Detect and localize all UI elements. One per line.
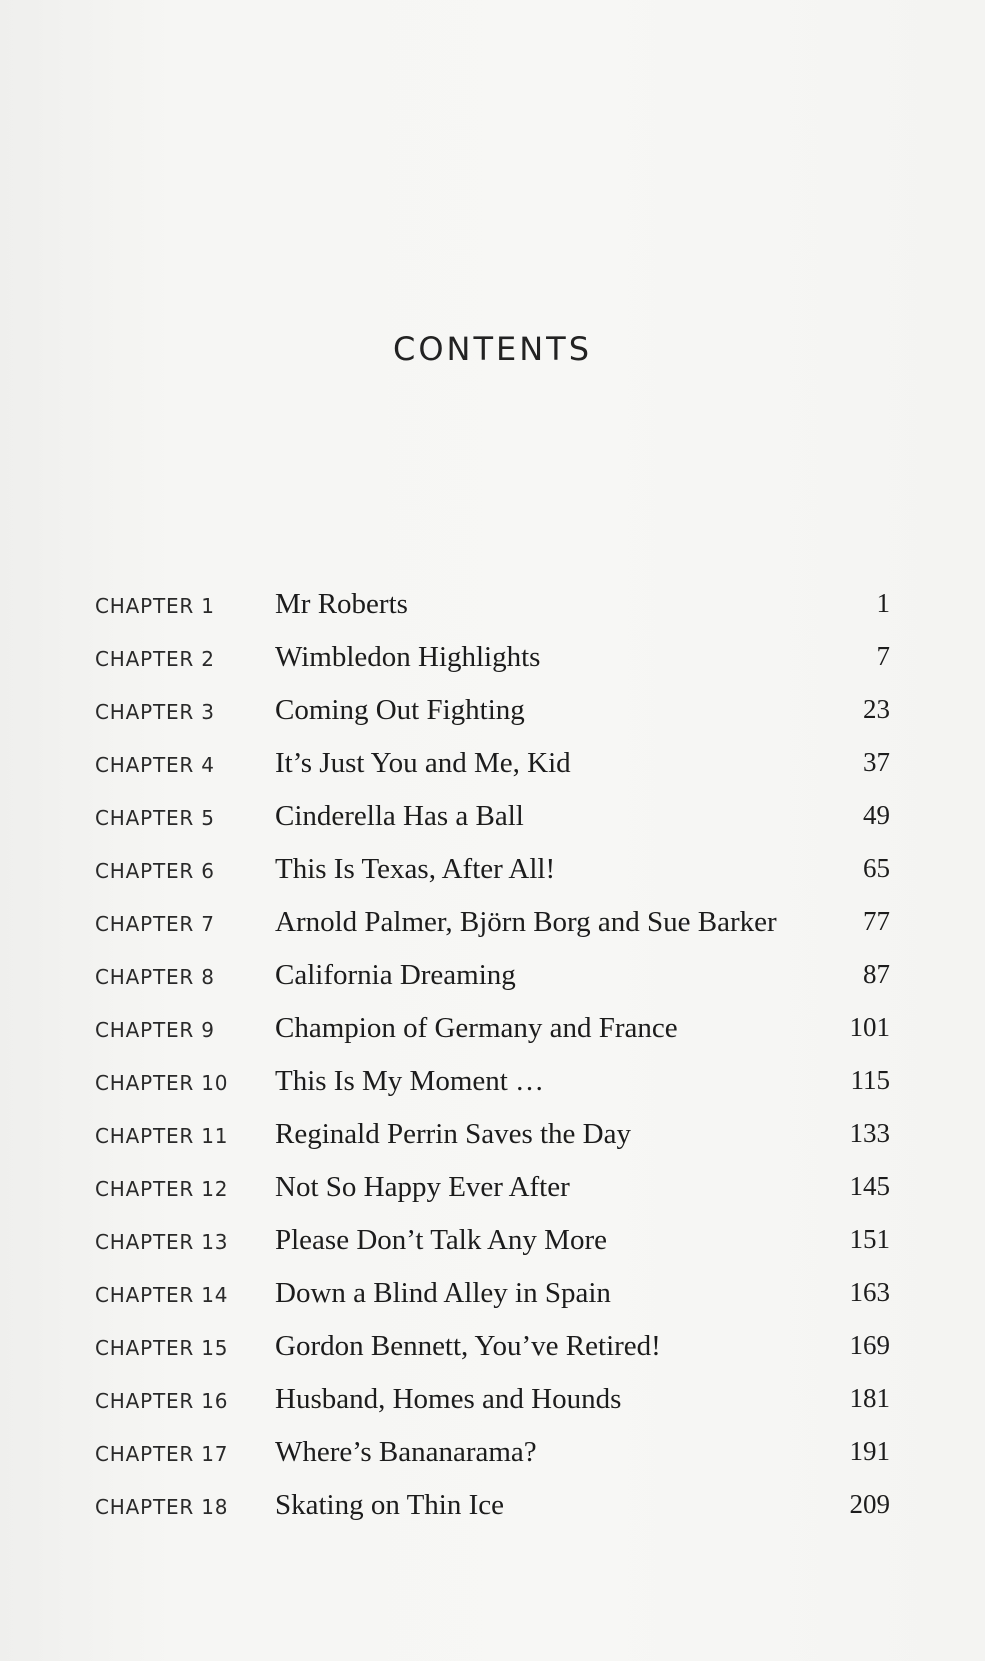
page-number: 23 [863, 694, 890, 724]
chapter-label: CHAPTER 3 [95, 700, 215, 724]
chapter-label: CHAPTER 5 [95, 806, 215, 830]
toc-row [95, 1489, 890, 1542]
chapter-title: Not So Happy Ever After [275, 1171, 570, 1203]
toc-row [95, 1118, 890, 1171]
chapter-label: CHAPTER 12 [95, 1177, 229, 1201]
toc-row [95, 1065, 890, 1118]
chapter-title: Cinderella Has a Ball [275, 800, 524, 832]
chapter-title: Husband, Homes and Hounds [275, 1383, 622, 1415]
page-number: 87 [863, 959, 890, 989]
chapter-label: CHAPTER 9 [95, 1018, 215, 1042]
page-number: 133 [849, 1118, 890, 1148]
page-number: 169 [849, 1330, 890, 1360]
chapter-title: Wimbledon Highlights [275, 641, 541, 673]
chapter-title: Coming Out Fighting [275, 694, 525, 726]
page-number: 37 [863, 747, 890, 777]
chapter-title: California Dreaming [275, 959, 516, 991]
toc-row [95, 1012, 890, 1065]
page-number: 77 [863, 906, 890, 936]
chapter-label: CHAPTER 6 [95, 859, 215, 883]
chapter-title: Down a Blind Alley in Spain [275, 1277, 611, 1309]
toc-row [95, 1171, 890, 1224]
chapter-title: Reginald Perrin Saves the Day [275, 1118, 631, 1150]
chapter-label: CHAPTER 1 [95, 594, 215, 618]
toc-row [95, 906, 890, 959]
page-title: CONTENTS [392, 330, 593, 368]
chapter-title: Mr Roberts [275, 588, 408, 620]
toc-row [95, 1277, 890, 1330]
chapter-title: This Is Texas, After All! [275, 853, 556, 885]
toc-row [95, 1436, 890, 1489]
toc-row [95, 1224, 890, 1277]
page-number: 163 [849, 1277, 890, 1307]
chapter-title: Gordon Bennett, You’ve Retired! [275, 1330, 661, 1362]
chapter-label: CHAPTER 7 [95, 912, 215, 936]
page-number: 1 [876, 588, 890, 618]
toc-row [95, 694, 890, 747]
toc-row [95, 800, 890, 853]
page-number: 7 [876, 641, 890, 671]
chapter-title: Skating on Thin Ice [275, 1489, 505, 1521]
chapter-title: Arnold Palmer, Björn Borg and Sue Barker [275, 906, 777, 938]
chapter-label: CHAPTER 11 [95, 1124, 229, 1148]
chapter-title: This Is My Moment … [275, 1065, 545, 1097]
chapter-label: CHAPTER 8 [95, 965, 215, 989]
chapter-title: Champion of Germany and France [275, 1012, 678, 1044]
chapter-label: CHAPTER 15 [95, 1336, 229, 1360]
chapter-label: CHAPTER 17 [95, 1442, 229, 1466]
page-number: 151 [849, 1224, 890, 1254]
page-number: 191 [849, 1436, 890, 1466]
toc-row [95, 1383, 890, 1436]
page-number: 181 [849, 1383, 890, 1413]
page-number: 49 [863, 800, 890, 830]
toc-row [95, 747, 890, 800]
chapter-title: It’s Just You and Me, Kid [275, 747, 571, 779]
chapter-label: CHAPTER 4 [95, 753, 215, 777]
page-number: 101 [849, 1012, 890, 1042]
table-of-contents [95, 588, 890, 1542]
toc-row [95, 1330, 890, 1383]
page-number: 209 [849, 1489, 890, 1519]
page-number: 145 [849, 1171, 890, 1201]
page-number: 115 [850, 1065, 890, 1095]
toc-row [95, 853, 890, 906]
toc-row [95, 588, 890, 641]
chapter-label: CHAPTER 18 [95, 1495, 229, 1519]
chapter-title: Please Don’t Talk Any More [275, 1224, 607, 1256]
chapter-label: CHAPTER 13 [95, 1230, 229, 1254]
page-number: 65 [863, 853, 890, 883]
chapter-label: CHAPTER 16 [95, 1389, 229, 1413]
chapter-label: CHAPTER 10 [95, 1071, 229, 1095]
toc-row [95, 959, 890, 1012]
chapter-title: Where’s Bananarama? [275, 1436, 537, 1468]
toc-row [95, 641, 890, 694]
chapter-label: CHAPTER 14 [95, 1283, 229, 1307]
chapter-label: CHAPTER 2 [95, 647, 215, 671]
